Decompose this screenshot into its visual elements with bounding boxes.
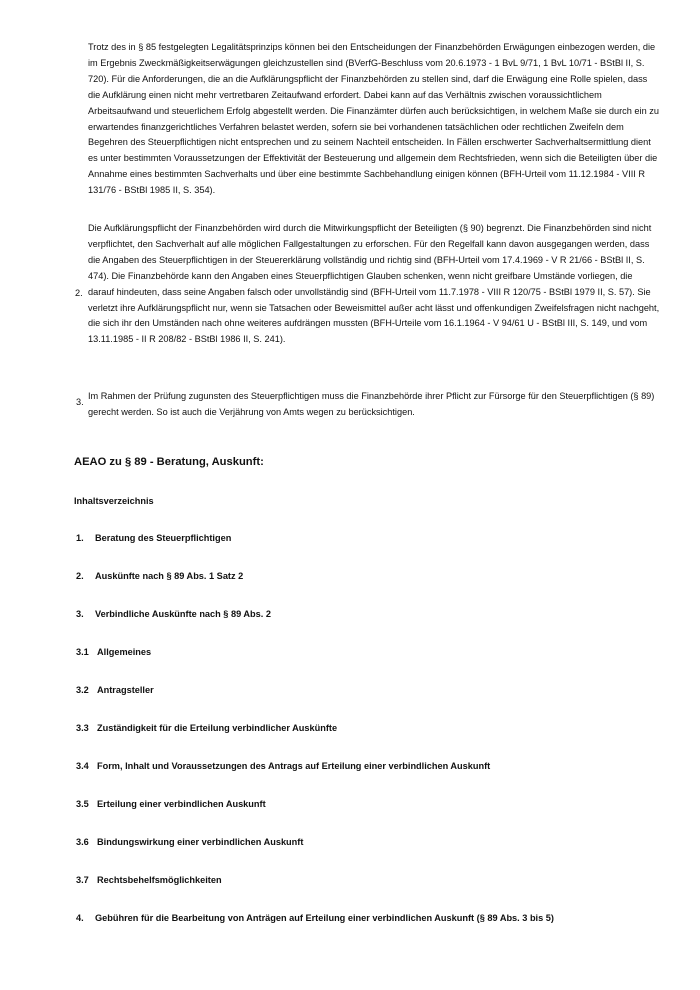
toc-item-label: Antragsteller [97,685,154,695]
toc-item [74,875,222,885]
toc-item-number: 3.5 [76,799,89,809]
toc-item-label: Gebühren für die Bearbeitung von Anträgen auf Erteilung einer verbindlichen Auskunft (§ 89 Abs. 3 bis 5) [95,913,554,923]
toc-item-number: 2. [76,571,84,581]
toc-item-number: 3.3 [76,723,89,733]
toc-item-number: 3.6 [76,837,89,847]
toc-item [74,571,243,581]
toc-item-number: 3. [76,609,84,619]
paragraph-legality-principle: Trotz des in § 85 festgelegten Legalitätsprinzips können bei den Entscheidungen der Finanzbehörden Erwägungen einbezogen werden, die im Ergebnis Zweckmäßigkeitserwägungen gleichzustellen sind (BVerfG-Beschluss vom 20.6.1973 - 1 BvL 9/71, 1 BvL 10/71 - BStBl II, S. 720). Für die Anforderungen, die an die Aufklärungspflicht der Finanzbehörden zu stellen sind, darf die Erwägung eine Rolle spielen, dass die Aufklärung einen nicht mehr vertretbaren Zeitaufwand erfordert. Dabei kann auf das Verhältnis zwischen voraussichtlichem Arbeitsaufwand und steuerlichem Erfolg abgestellt werden. Die Finanzämter dürfen auch berücksichtigen, in welchem Maße sie durch ein zu erwartendes finanzgerichtliches Verfahren belastet werden, sofern sie bei vorhandenen tatsächlichen oder rechtlichen Zweifeln dem Begehren des Steuerpflichtigen nicht entsprechen und zu seinem Nachteil entscheiden. In Fällen erschwerter Sachverhaltsermittlung dient es unter bestimmten Voraussetzungen der Effektivität der Besteuerung und allgemein dem Rechtsfrieden, wenn sich die Beteiligten über die Annahme eines bestimmten Sachverhalts und über eine bestimmte Sachbehandlung einigen können (BFH-Urteil vom 11.12.1984 - VIII R 131/76 - BStBl 1985 II, S. 354). [88,42,659,196]
toc-item [74,799,266,809]
toc-item-label: Form, Inhalt und Voraussetzungen des Antrags auf Erteilung einer verbindlichen Auskunft [97,761,491,771]
toc-item [74,837,303,847]
toc-item-number: 4. [76,913,84,923]
toc-item [74,761,490,771]
toc-item-label: Bindungswirkung einer verbindlichen Auskunft [97,837,304,847]
toc-item-label: Verbindliche Auskünfte nach § 89 Abs. 2 [95,609,271,619]
toc-item-number: 3.1 [76,647,89,657]
item-2-text: Die Aufklärungspflicht der Finanzbehörden wird durch die Mitwirkungspflicht der Beteiligten (§ 90) begrenzt. Die Finanzbehörden sind nicht verpflichtet, den Sachverhalt auf alle möglichen Fallgestaltungen zu erforschen. Für den Regelfall kann davon ausgegangen werden, dass die Angaben des Steuerpflichtigen in der Steuererklärung vollständig und richtig sind (BFH-Urteil vom 17.4.1969 - V R 21/66 - BStBl II, S. 474). Die Finanzbehörde kann den Angaben eines Steuerpflichtigen Glauben schenken, wenn nicht greifbare Umstände vorliegen, die darauf hindeuten, dass seine Angaben falsch oder unvollständig sind (BFH-Urteil vom 11.7.1978 - VIII R 120/75 - BStBl 1979 II, S. 57). Sie verletzt ihre Aufklärungspflicht nur, wenn sie Tatsachen oder Beweismittel außer acht lässt und offenkundigen Zweifelsfragen nicht nachgeht, die sich ihr den Umständen nach ohne weiteres aufdrängen mussten (BFH-Urteile vom 16.1.1964 - V 94/61 U - BStBl III, S. 149, und vom 13.11.1985 - II R 208/82 - BStBl 1986 II, S. 241). [88,223,660,345]
toc-item-number: 3.2 [76,685,89,695]
toc-item [74,647,151,657]
toc-item-number: 3.7 [76,875,89,885]
toc-item-label: Auskünfte nach § 89 Abs. 1 Satz 2 [95,571,244,581]
toc-item-label: Zuständigkeit für die Erteilung verbindlicher Auskünfte [97,723,338,733]
toc-item-label: Allgemeines [97,647,152,657]
toc-item [74,913,554,923]
toc-item [74,685,154,695]
toc-item-number: 3.4 [76,761,89,771]
toc-item [74,533,231,543]
toc-item-label: Beratung des Steuerpflichtigen [95,533,232,543]
item-3-number: 3. [76,397,84,407]
item-3-text: Im Rahmen der Prüfung zugunsten des Steuerpflichtigen muss die Finanzbehörde ihrer Pflicht zur Fürsorge für den Steuerpflichtigen (§ 89) gerecht werden. So ist auch die Verjährung von Amts wegen zu berücksichtigen. [88,391,655,417]
section-heading: AEAO zu § 89 - Beratung, Auskunft: [74,456,264,468]
toc-item [74,723,337,733]
toc-item [74,609,271,619]
toc-item-number: 1. [76,533,84,543]
toc-item-label: Rechtsbehelfsmöglichkeiten [97,875,222,885]
item-2-number: 2. [75,288,83,298]
toc-item-label: Erteilung einer verbindlichen Auskunft [97,799,266,809]
toc-title: Inhaltsverzeichnis [74,496,154,506]
